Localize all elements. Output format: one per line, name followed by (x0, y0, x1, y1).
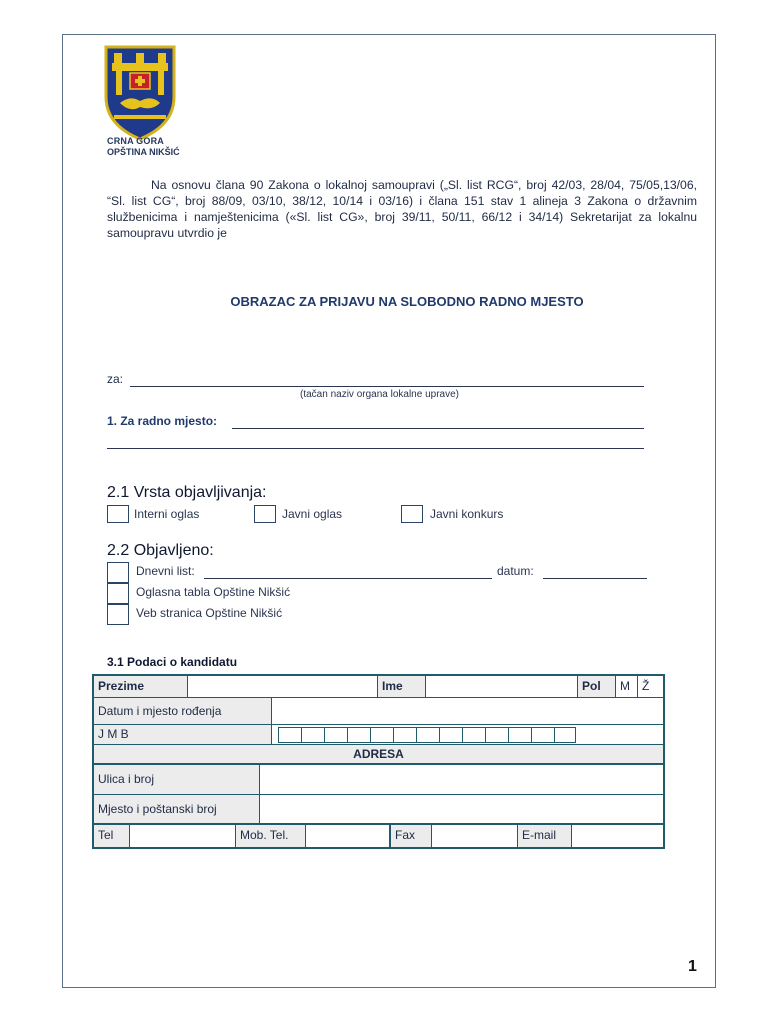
za-label: za: (107, 372, 124, 386)
organ-input[interactable] (130, 374, 644, 387)
javni-oglas-label: Javni oglas (282, 507, 343, 521)
pol-label: Pol (578, 676, 616, 697)
dnevni-list-checkbox[interactable] (107, 562, 129, 583)
municipal-crest-icon (104, 45, 176, 141)
preamble-text: Na osnovu člana 90 Zakona o lokalnoj samoupravi („Sl. list RCG“, broj 42/03, 28/04, 75/05,13/06, “Sl. list CG“, broj 88/09, 03/10, 38/12, 10/14 i 03/16) i člana 151 stav 1 alineja 3 Zakona o državnim službenicima i namještenicima («Sl. list CG», broj 39/11, 50/11, 66/12 i 34/14) Sekretarijat za lokalnu samoupravu utvrdio je (107, 178, 697, 240)
table-row-adresa (94, 745, 663, 765)
pol-z-option[interactable]: Ž (642, 679, 650, 693)
kandidat-heading: 3.1 Podaci o kandidatu (107, 655, 238, 669)
jmb-digit-boxes[interactable] (278, 727, 576, 743)
mob-input[interactable] (306, 825, 390, 847)
datum-label: datum: (497, 564, 534, 578)
tel-input[interactable] (130, 825, 236, 847)
interni-oglas-label: Interni oglas (134, 507, 200, 521)
oglasna-tabla-label: Oglasna tabla Opštine Nikšić (136, 585, 291, 599)
email-input[interactable] (572, 825, 663, 847)
interni-oglas-checkbox[interactable] (107, 505, 129, 523)
email-label: E-mail (518, 825, 572, 847)
table-row-datum (94, 698, 663, 725)
jmb-label: J M B (94, 725, 272, 744)
table-row-kontakt (94, 825, 663, 847)
form-title: OBRAZAC ZA PRIJAVU NA SLOBODNO RADNO MJESTO (230, 294, 584, 309)
ulica-input[interactable] (260, 765, 663, 794)
adresa-heading: ADRESA (353, 747, 404, 761)
org-country: CRNA GORA (107, 136, 164, 146)
mjesto-label: Mjesto i poštanski broj (94, 795, 260, 823)
page-number: 1 (688, 958, 697, 975)
dnevni-list-label: Dnevni list: (136, 564, 195, 578)
datum-input[interactable] (543, 566, 647, 579)
datum-rodjenja-input[interactable] (272, 698, 663, 724)
table-row-ulica (94, 765, 663, 795)
veb-stranica-checkbox[interactable] (107, 604, 129, 625)
ime-label: Ime (378, 676, 426, 697)
oglasna-tabla-checkbox[interactable] (107, 583, 129, 604)
kandidat-table (92, 674, 665, 849)
table-row-jmb (94, 725, 663, 745)
dnevni-list-input[interactable] (204, 566, 492, 579)
organ-hint: (tačan naziv organa lokalne uprave) (300, 389, 459, 400)
vrsta-heading: 2.1 Vrsta objavljivanja: (107, 484, 267, 501)
fax-label: Fax (390, 825, 432, 847)
mjesto-input[interactable] (260, 795, 663, 823)
ulica-label: Ulica i broj (94, 765, 260, 794)
table-row-prezime (94, 676, 663, 698)
mob-label: Mob. Tel. (236, 825, 306, 847)
tel-label: Tel (94, 825, 130, 847)
javni-konkurs-label: Javni konkurs (430, 507, 504, 521)
prezime-label: Prezime (94, 676, 188, 697)
table-row-mjesto (94, 795, 663, 825)
org-municipality: OPŠTINA NIKŠIĆ (107, 147, 180, 157)
datum-rodjenja-label: Datum i mjesto rođenja (94, 698, 272, 724)
veb-stranica-label: Veb stranica Opštine Nikšić (136, 606, 283, 620)
pol-m-option[interactable]: M (616, 676, 638, 697)
prezime-input[interactable] (188, 676, 378, 697)
radno-mjesto-label: 1. Za radno mjesto: (107, 414, 218, 428)
radno-mjesto-input[interactable] (232, 416, 644, 429)
javni-konkurs-checkbox[interactable] (401, 505, 423, 523)
objavljeno-heading: 2.2 Objavljeno: (107, 542, 214, 559)
radno-mjesto-input-2[interactable] (107, 436, 644, 449)
javni-oglas-checkbox[interactable] (254, 505, 276, 523)
fax-input[interactable] (432, 825, 518, 847)
ime-input[interactable] (426, 676, 578, 697)
